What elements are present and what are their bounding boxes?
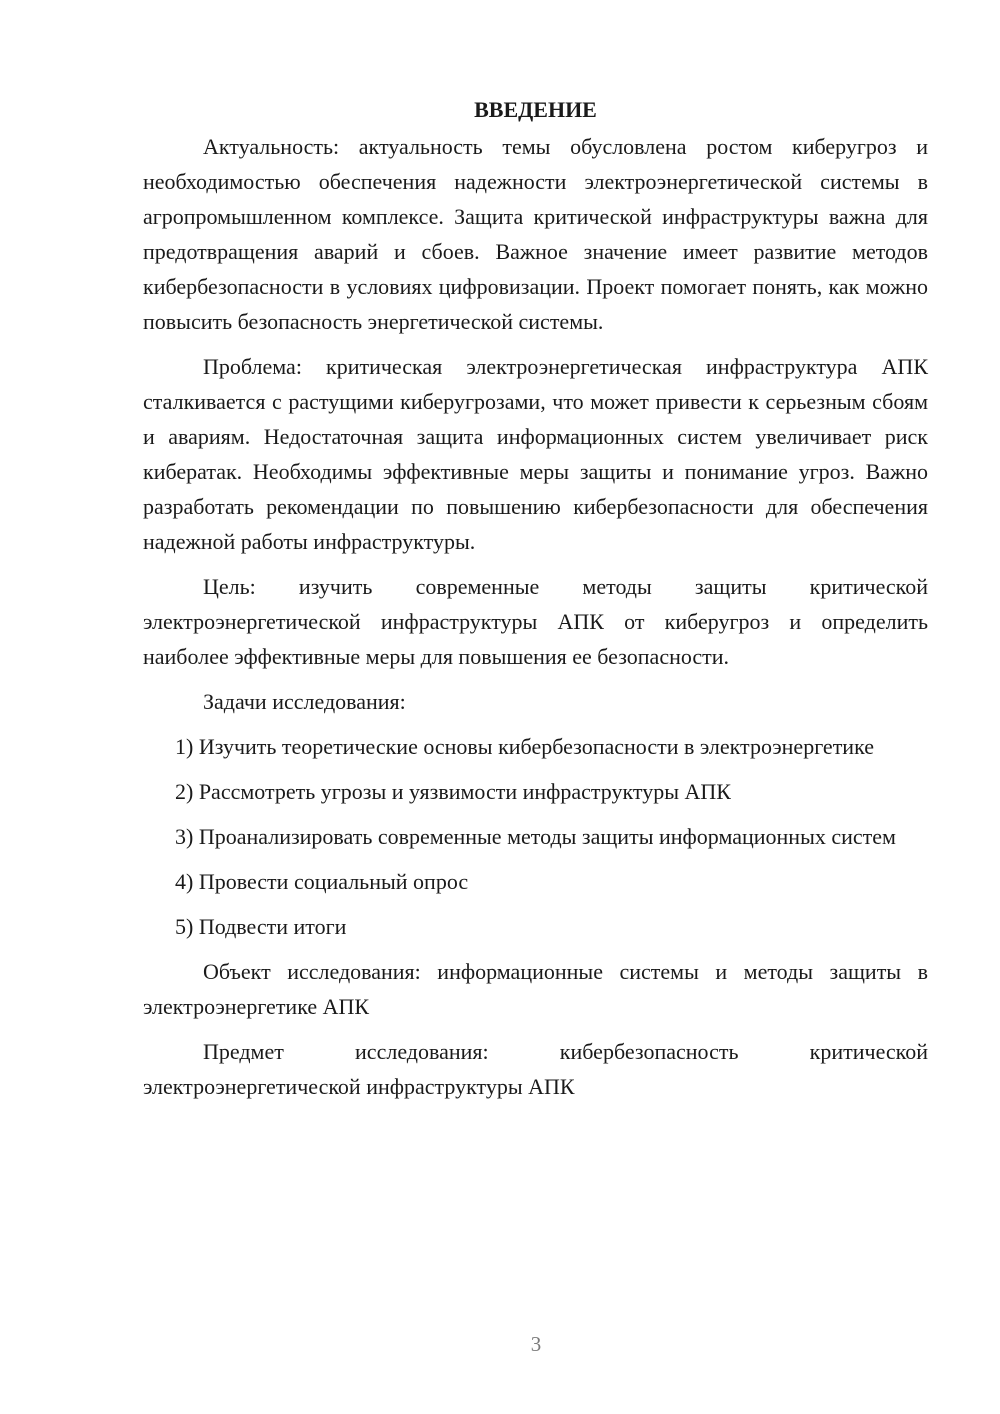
goal-paragraph: Цель: изучить современные методы защиты критической электроэнергетической инфраструктуры АПК от киберугроз и определить наиболее эффективные меры для повышения ее безопасности. [143, 574, 928, 669]
task-item-1: 1) Изучить теоретические основы кибербезопасности в электроэнергетике [175, 734, 874, 759]
page-number: 3 [530, 1332, 542, 1356]
task-item-3: 3) Проанализировать современные методы защиты информационных систем [175, 824, 896, 849]
object-paragraph: Объект исследования: информационные системы и методы защиты в электроэнергетике АПК [143, 959, 928, 1019]
problem-paragraph: Проблема: критическая электроэнергетическая инфраструктура АПК сталкивается с растущими киберугрозами, что может привести к серьезным сбоям и авариям. Недостаточная защита информационных систем увеличивает риск кибератак. Необходимы эффективные меры защиты и понимание угроз. Важно разработать рекомендации по повышению кибербезопасности для обеспечения надежной работы инфраструктуры. [143, 354, 928, 554]
section-title: ВВЕДЕНИЕ [474, 97, 597, 122]
relevance-paragraph: Актуальность: актуальность темы обусловлена ростом киберугроз и необходимостью обеспечения надежности электроэнергетической системы в агропромышленном комплексе. Защита критической инфраструктуры важна для предотвращения аварий и сбоев. Важное значение имеет развитие методов кибербезопасности в условиях цифровизации. Проект помогает понять, как можно повысить безопасность энергетической системы. [143, 134, 928, 334]
page-content [143, 92, 928, 1114]
tasks-heading: Задачи исследования: [203, 689, 406, 714]
subject-paragraph: Предмет исследования: кибербезопасность критической электроэнергетической инфраструктуры АПК [143, 1039, 928, 1099]
task-item-5: 5) Подвести итоги [175, 914, 347, 939]
task-item-4: 4) Провести социальный опрос [175, 869, 469, 894]
task-item-2: 2) Рассмотреть угрозы и уязвимости инфраструктуры АПК [175, 779, 731, 804]
